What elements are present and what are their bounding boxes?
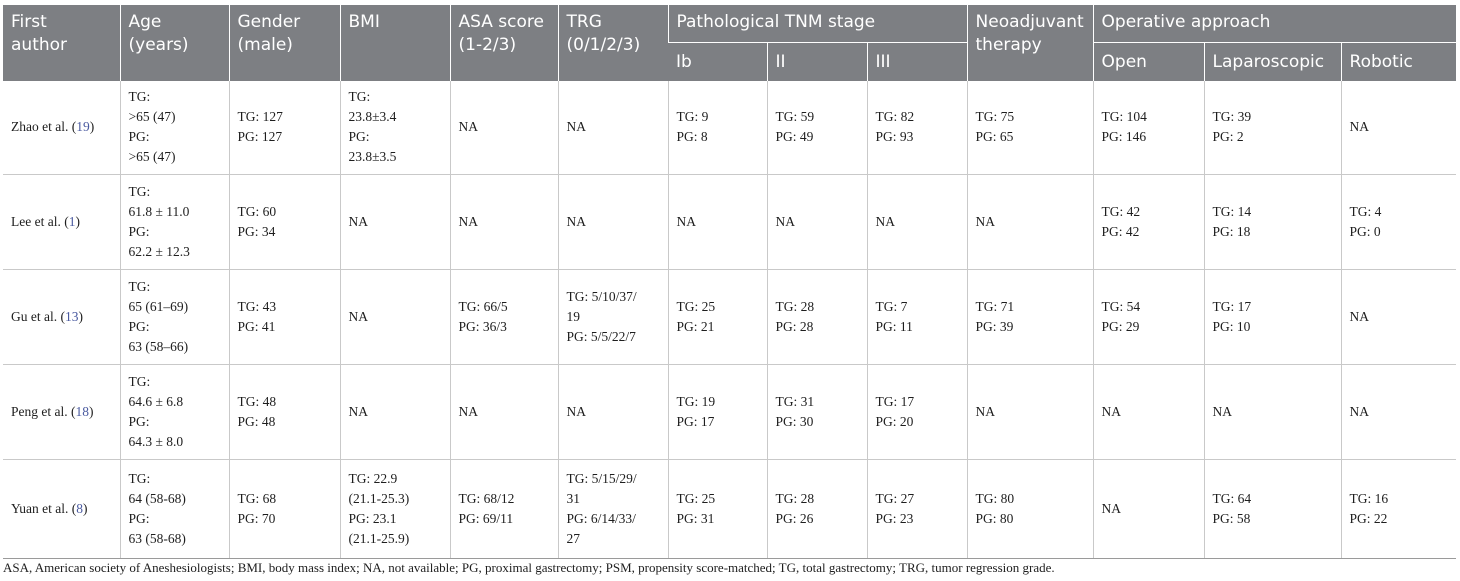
table-row [3, 81, 1456, 174]
cell-author: Gu et al. (13) [3, 269, 120, 364]
cell-tnm-ii: NA [767, 174, 867, 269]
cell-asa: TG: 66/5 PG: 36/3 [450, 269, 558, 364]
cell-author: Lee et al. (1) [3, 174, 120, 269]
table-row [3, 364, 1456, 459]
header-operative-approach: Operative approach [1093, 5, 1456, 42]
cell-tnm-iii: NA [867, 174, 967, 269]
cell-open: TG: 104 PG: 146 [1093, 81, 1204, 174]
header-gender: Gender (male) [229, 5, 340, 81]
header-op-open: Open [1093, 42, 1204, 81]
cell-tnm-ib: NA [668, 174, 767, 269]
cell-tnm-iii: TG: 7 PG: 11 [867, 269, 967, 364]
cell-bmi: NA [340, 174, 450, 269]
cell-robotic: TG: 16 PG: 22 [1341, 459, 1456, 558]
cell-asa: NA [450, 81, 558, 174]
header-op-robotic: Robotic [1341, 42, 1456, 81]
cell-neoadjuvant: NA [967, 174, 1093, 269]
cell-open: TG: 42 PG: 42 [1093, 174, 1204, 269]
cell-open: NA [1093, 364, 1204, 459]
cell-age: TG: 64 (58-68) PG: 63 (58-68) [120, 459, 229, 558]
cell-tnm-ii: TG: 28 PG: 26 [767, 459, 867, 558]
reference-link[interactable]: 8 [76, 500, 83, 516]
cell-robotic: NA [1341, 269, 1456, 364]
cell-author: Zhao et al. (19) [3, 81, 120, 174]
cell-tnm-iii: TG: 17 PG: 20 [867, 364, 967, 459]
cell-open: NA [1093, 459, 1204, 558]
cell-tnm-iii: TG: 27 PG: 23 [867, 459, 967, 558]
author-name: Peng et al. ( [11, 403, 76, 419]
cell-gender: TG: 48 PG: 48 [229, 364, 340, 459]
cell-age: TG: 65 (61–69) PG: 63 (58–66) [120, 269, 229, 364]
cell-trg: NA [558, 81, 668, 174]
header-bmi: BMI [340, 5, 450, 81]
cell-gender: TG: 127 PG: 127 [229, 81, 340, 174]
cell-laparoscopic: TG: 14 PG: 18 [1204, 174, 1341, 269]
cell-asa: TG: 68/12 PG: 69/11 [450, 459, 558, 558]
study-characteristics-table [3, 5, 1456, 559]
cell-tnm-ii: TG: 59 PG: 49 [767, 81, 867, 174]
cell-gender: TG: 68 PG: 70 [229, 459, 340, 558]
cell-author: Peng et al. (18) [3, 364, 120, 459]
reference-link[interactable]: 13 [64, 308, 79, 324]
author-name: Gu et al. ( [11, 308, 65, 324]
cell-tnm-ii: TG: 28 PG: 28 [767, 269, 867, 364]
header-tnm-iii: III [867, 42, 967, 81]
cell-trg: TG: 5/10/37/ 19 PG: 5/5/22/7 [558, 269, 668, 364]
header-age: Age (years) [120, 5, 229, 81]
cell-trg: TG: 5/15/29/ 31 PG: 6/14/33/ 27 [558, 459, 668, 558]
cell-tnm-iii: TG: 82 PG: 93 [867, 81, 967, 174]
cell-neoadjuvant: TG: 75 PG: 65 [967, 81, 1093, 174]
cell-tnm-ii: TG: 31 PG: 30 [767, 364, 867, 459]
cell-neoadjuvant: TG: 80 PG: 80 [967, 459, 1093, 558]
cell-robotic: NA [1341, 81, 1456, 174]
cell-trg: NA [558, 174, 668, 269]
cell-bmi: TG: 23.8±3.4 PG: 23.8±3.5 [340, 81, 450, 174]
cell-age: TG: >65 (47) PG: >65 (47) [120, 81, 229, 174]
cell-neoadjuvant: TG: 71 PG: 39 [967, 269, 1093, 364]
cell-trg: NA [558, 364, 668, 459]
table-row [3, 269, 1456, 364]
table-footnote: ASA, American society of Aneshesiologists; BMI, body mass index; NA, not available; PG, proximal gastrectomy; PSM, propensity score-matched; TG, total gastrectomy; TRG, tumor regression grade. [3, 560, 1055, 575]
cell-robotic: NA [1341, 364, 1456, 459]
cell-tnm-ib: TG: 9 PG: 8 [668, 81, 767, 174]
reference-link[interactable]: 19 [76, 119, 90, 135]
cell-tnm-ib: TG: 25 PG: 31 [668, 459, 767, 558]
cell-laparoscopic: TG: 17 PG: 10 [1204, 269, 1341, 364]
header-op-laparoscopic: Laparoscopic [1204, 42, 1341, 81]
header-first-author: First author [3, 5, 120, 81]
cell-robotic: TG: 4 PG: 0 [1341, 174, 1456, 269]
reference-link[interactable]: 18 [75, 403, 89, 419]
cell-bmi: TG: 22.9 (21.1-25.3) PG: 23.1 (21.1-25.9) [340, 459, 450, 558]
header-tnm-ii: II [767, 42, 867, 81]
header-trg: TRG (0/1/2/3) [558, 5, 668, 81]
cell-open: TG: 54 PG: 29 [1093, 269, 1204, 364]
cell-tnm-ib: TG: 19 PG: 17 [668, 364, 767, 459]
author-name: Zhao et al. ( [11, 119, 77, 135]
cell-gender: TG: 43 PG: 41 [229, 269, 340, 364]
cell-asa: NA [450, 174, 558, 269]
reference-link[interactable]: 1 [68, 213, 76, 229]
cell-neoadjuvant: NA [967, 364, 1093, 459]
header-pathological-tnm-stage: Pathological TNM stage [668, 5, 967, 42]
author-name: Lee et al. ( [11, 213, 69, 229]
header-tnm-ib: Ib [668, 42, 767, 81]
cell-tnm-ib: TG: 25 PG: 21 [668, 269, 767, 364]
cell-author: Yuan et al. (8) [3, 459, 120, 558]
cell-bmi: NA [340, 269, 450, 364]
header-neoadjuvant-therapy: Neoadjuvant therapy [967, 5, 1093, 81]
cell-laparoscopic: TG: 64 PG: 58 [1204, 459, 1341, 558]
cell-age: TG: 64.6 ± 6.8 PG: 64.3 ± 8.0 [120, 364, 229, 459]
cell-laparoscopic: TG: 39 PG: 2 [1204, 81, 1341, 174]
cell-bmi: NA [340, 364, 450, 459]
table-row [3, 459, 1456, 558]
header-asa-score: ASA score (1-2/3) [450, 5, 558, 81]
cell-gender: TG: 60 PG: 34 [229, 174, 340, 269]
cell-laparoscopic: NA [1204, 364, 1341, 459]
author-name: Yuan et al. ( [11, 500, 77, 516]
cell-asa: NA [450, 364, 558, 459]
header-row-top [3, 5, 1456, 42]
cell-age: TG: 61.8 ± 11.0 PG: 62.2 ± 12.3 [120, 174, 229, 269]
table-row [3, 174, 1456, 269]
